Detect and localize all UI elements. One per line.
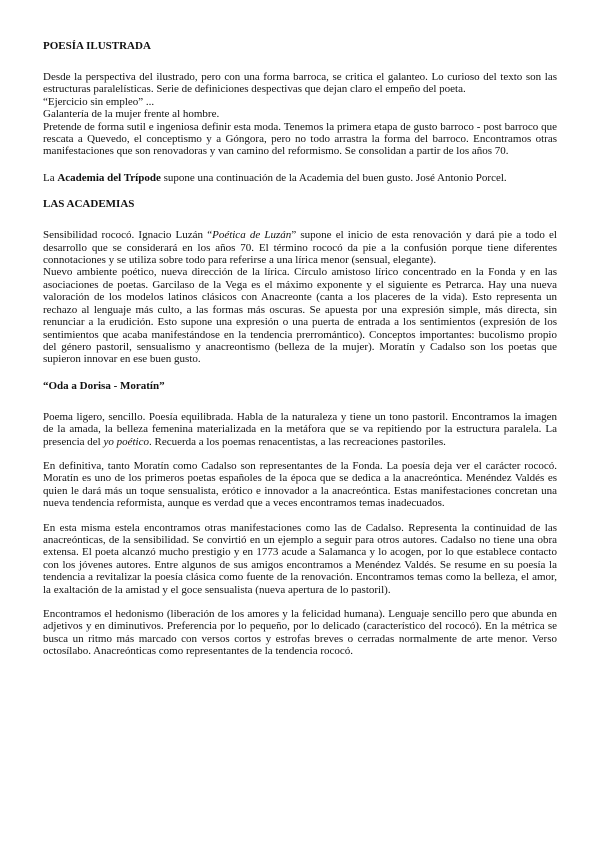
poetica-luzan-italic: Poética de Luzán bbox=[212, 229, 292, 242]
paragraph-primera-etapa: Pretende de forma sutil e ingeniosa definir esta moda. Tenemos la primera etapa de gusto barroco - post barroco que rescata a Quevedo, el conceptismo y a Góngora, pero no todo arrastra la forma del barroco. Encontramos otras manifestaciones que son renovadoras y van camino del reformismo. Se consolidan a partir de los años 70. bbox=[43, 120, 557, 158]
yo-poetico-italic: yo poético bbox=[103, 435, 149, 448]
paragraph-poema-ligero: Poema ligero, sencillo. Poesía equilibrada. Habla de la naturaleza y tiene un tono pastoril. Encontramos la imagen de la amada, la belleza femenina materializada en la metáfora que se va repitiendo por la estructura paralela. La presencia del yo poético. Recuerda a los poemas renacentistas, a las recreaciones pastoriles. bbox=[43, 410, 557, 448]
academia-tripode-bold: Academia del Trípode bbox=[57, 171, 161, 184]
paragraph-en-definitiva: En definitiva, tanto Moratín como Cadalso son representantes de la Fonda. La poesía deja ver el carácter rococó. Moratín es uno de los primeros poetas españoles de la época que se dedica a la anacreóntica. Menéndez Valdés es quien le dará más un toque sensualista, erótico e innovador a la anacreóntica. Estas manifestaciones concretan una nueva tendencia reformista, aunque es verdad que a veces encontramos temas inadecuados. bbox=[43, 459, 557, 510]
paragraph-academia-tripode: La Academia del Trípode supone una continuación de la Academia del buen gusto. José Antonio Porcel. bbox=[43, 171, 507, 184]
paragraph-ejercicio-quote: “Ejercicio sin empleo” ... bbox=[43, 95, 155, 108]
paragraph-galanteria: Galantería de la mujer frente al hombre. bbox=[43, 108, 220, 121]
paragraph-ilustrado-intro: Desde la perspectiva del ilustrado, pero con una forma barroca, se critica el galanteo. Lo curioso del texto son las estructuras paralelísticas. Serie de definiciones despectivas que dejan claro el empeño del poeta. bbox=[43, 71, 557, 96]
section-title-poesia-ilustrada: POESÍA ILUSTRADA bbox=[43, 40, 151, 52]
section-title-oda-dorisa: “Oda a Dorisa - Moratín” bbox=[43, 379, 165, 392]
paragraph-nuevo-ambiente: Nuevo ambiente poético, nueva dirección de la lírica. Círculo amistoso lírico concentrado en la Fonda y en las asociaciones de poetas. Garcilaso de la Vega es el máximo exponente y el siguiente es Petrarca. Hay una nueva valoración de los modelos latinos clásicos con Anacreonte (canta a los placeres de la vida). Esto representa un rechazo al lenguaje más culto, a las formas más oscuras. Se apuesta por una expresión simple, más directa, sin renunciar a la erudición. Esto supone una expresión o una puerta de entrada a los sentimientos (expresión de los sentimientos que acaba manifestándose en la tendencia prerromántico). Conceptos importantes: bucolismo propio del género pastoril, sensualismo y anacreontismo (belleza de la mujer). Moratín y Cadalso son los poetas que supieron innovar en ese buen gusto. bbox=[43, 266, 557, 366]
paragraph-sensibilidad-rococo: Sensibilidad rococó. Ignacio Luzán “Poética de Luzán” supone el inicio de esta renovación y dará pie a todo el desarrollo que se considerará en los años 70. El término rococó da pie a la confusión porque tiene diferentes connotaciones y se utiliza sobre todo para referirse a una lírica menor (sensual, elegante). bbox=[43, 229, 557, 267]
paragraph-cadalso: En esta misma estela encontramos otras manifestaciones como las de Cadalso. Representa la continuidad de las anacreónticas, de la sensibilidad. Se convirtió en un ejemplo a seguir para otros autores. Cadalso no tiene una obra extensa. El poeta alcanzó mucho prestigio y en 1773 acude a Salamanca y lo acogen, por lo que establece contacto con los jóvenes autores. Entre algunos de sus amigos encontramos a Menéndez Valdés. Se resume en su poesía la tendencia a revitalizar la poesía clásica como fuente de la renovación. Encontramos temas como la belleza, el amor, la exaltación de la amistad y el goce sensualista (nueva apertura de lo pastoril). bbox=[43, 521, 557, 596]
section-title-las-academias: LAS ACADEMIAS bbox=[43, 198, 135, 211]
paragraph-hedonismo: Encontramos el hedonismo (liberación de los amores y la felicidad humana). Lenguaje sencillo pero que abunda en adjetivos y en diminutivos. Preferencia por lo pequeño, por lo delicado (característico del rococó). En la métrica se busca un ritmo más marcado con versos cortos y estrofas breves o cerradas normalmente de arte menor. Verso octosílabo. Anacreónticas como representantes de la tendencia rococó. bbox=[43, 608, 557, 658]
